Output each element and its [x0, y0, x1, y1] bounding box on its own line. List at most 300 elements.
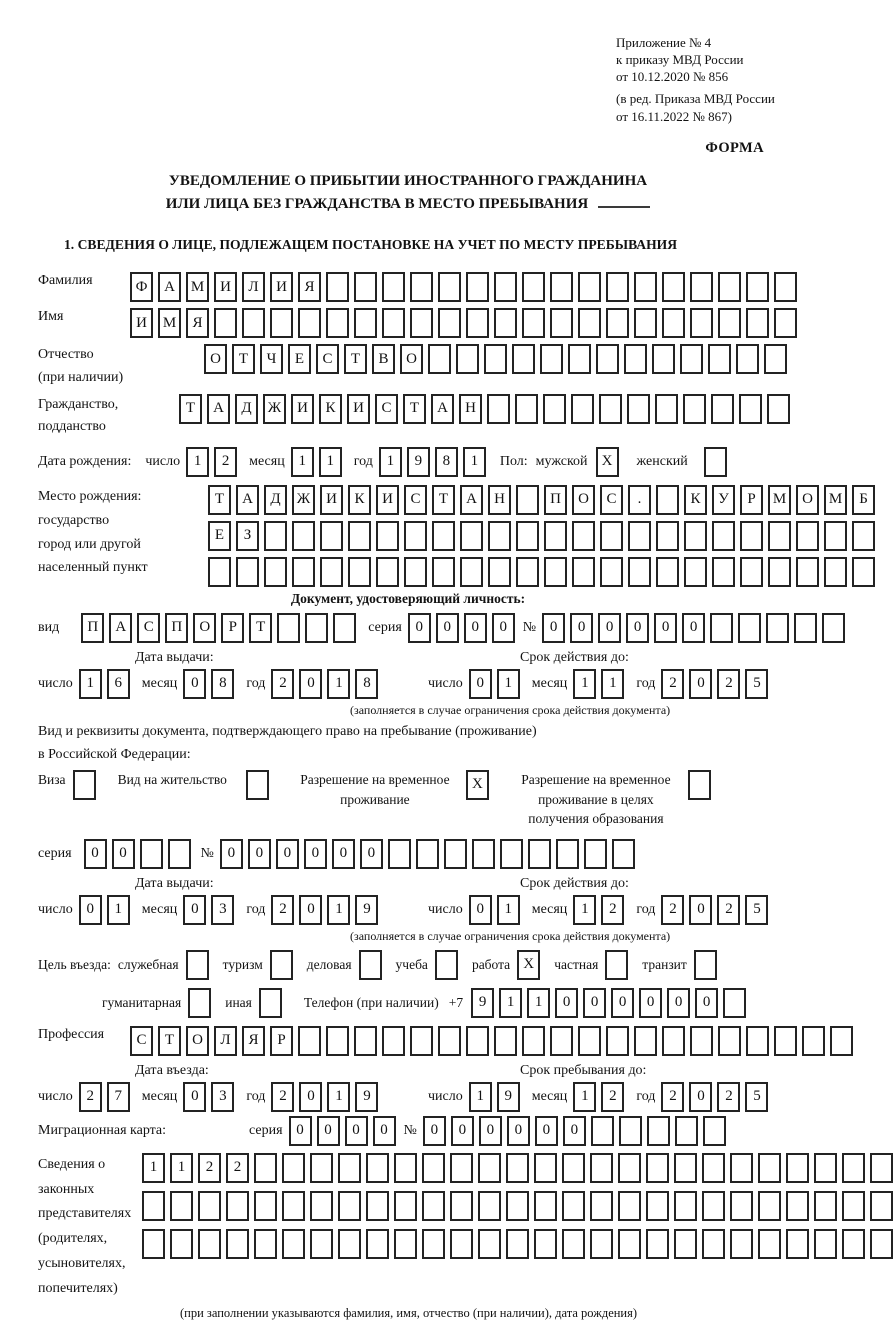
char-box[interactable]	[802, 1026, 825, 1056]
char-box[interactable]: 0	[220, 839, 243, 869]
char-box[interactable]: 1	[142, 1153, 165, 1183]
char-box[interactable]: А	[207, 394, 230, 424]
char-box[interactable]: 2	[271, 895, 294, 925]
purpose-humanitarian-checkbox[interactable]	[188, 988, 211, 1018]
char-box[interactable]	[338, 1153, 361, 1183]
char-box[interactable]	[522, 272, 545, 302]
char-box[interactable]	[522, 308, 545, 338]
char-box[interactable]	[590, 1153, 613, 1183]
char-box[interactable]: 1	[499, 988, 522, 1018]
char-box[interactable]	[550, 308, 573, 338]
char-box[interactable]	[723, 988, 746, 1018]
char-box[interactable]	[410, 308, 433, 338]
char-box[interactable]	[628, 521, 651, 551]
char-box[interactable]	[494, 272, 517, 302]
char-box[interactable]	[242, 308, 265, 338]
char-box[interactable]	[634, 272, 657, 302]
char-box[interactable]: 5	[745, 895, 768, 925]
char-box[interactable]	[796, 557, 819, 587]
char-box[interactable]: П	[81, 613, 104, 643]
char-box[interactable]	[590, 1229, 613, 1259]
char-box[interactable]: 0	[183, 895, 206, 925]
male-checkbox[interactable]: X	[596, 447, 619, 477]
char-box[interactable]: 0	[464, 613, 487, 643]
char-box[interactable]	[675, 1116, 698, 1146]
char-box[interactable]	[578, 1026, 601, 1056]
purpose-work-checkbox[interactable]: X	[517, 950, 540, 980]
char-box[interactable]	[506, 1191, 529, 1221]
char-box[interactable]	[786, 1153, 809, 1183]
char-box[interactable]	[739, 394, 762, 424]
char-box[interactable]	[774, 1026, 797, 1056]
purpose-private-checkbox[interactable]	[605, 950, 628, 980]
purpose-other-checkbox[interactable]	[259, 988, 282, 1018]
char-box[interactable]: Р	[270, 1026, 293, 1056]
char-box[interactable]	[354, 308, 377, 338]
char-box[interactable]	[730, 1229, 753, 1259]
char-box[interactable]	[824, 557, 847, 587]
char-box[interactable]	[320, 557, 343, 587]
char-box[interactable]: 1	[319, 447, 342, 477]
char-box[interactable]	[500, 839, 523, 869]
char-box[interactable]	[814, 1153, 837, 1183]
char-box[interactable]	[786, 1191, 809, 1221]
char-box[interactable]	[870, 1191, 893, 1221]
char-box[interactable]	[404, 557, 427, 587]
char-box[interactable]	[487, 394, 510, 424]
char-box[interactable]: Н	[459, 394, 482, 424]
char-box[interactable]	[767, 394, 790, 424]
char-box[interactable]	[674, 1229, 697, 1259]
char-box[interactable]	[208, 557, 231, 587]
char-box[interactable]: 1	[573, 895, 596, 925]
char-box[interactable]	[404, 521, 427, 551]
char-box[interactable]: Б	[852, 485, 875, 515]
char-box[interactable]	[842, 1153, 865, 1183]
char-box[interactable]	[824, 521, 847, 551]
char-box[interactable]: С	[130, 1026, 153, 1056]
char-box[interactable]	[590, 1191, 613, 1221]
char-box[interactable]	[142, 1229, 165, 1259]
char-box[interactable]	[647, 1116, 670, 1146]
char-box[interactable]	[466, 272, 489, 302]
char-box[interactable]: С	[316, 344, 339, 374]
char-box[interactable]: Т	[403, 394, 426, 424]
purpose-official-checkbox[interactable]	[186, 950, 209, 980]
char-box[interactable]	[432, 557, 455, 587]
char-box[interactable]: 0	[183, 669, 206, 699]
char-box[interactable]: Н	[488, 485, 511, 515]
char-box[interactable]	[226, 1191, 249, 1221]
char-box[interactable]	[774, 308, 797, 338]
char-box[interactable]: Д	[235, 394, 258, 424]
char-box[interactable]: 1	[379, 447, 402, 477]
char-box[interactable]	[438, 308, 461, 338]
char-box[interactable]: И	[291, 394, 314, 424]
char-box[interactable]	[740, 557, 763, 587]
char-box[interactable]	[416, 839, 439, 869]
char-box[interactable]	[292, 557, 315, 587]
char-box[interactable]	[634, 308, 657, 338]
char-box[interactable]: 1	[107, 895, 130, 925]
char-box[interactable]	[684, 557, 707, 587]
char-box[interactable]	[774, 272, 797, 302]
char-box[interactable]	[870, 1229, 893, 1259]
char-box[interactable]	[712, 521, 735, 551]
char-box[interactable]: 1	[463, 447, 486, 477]
purpose-transit-checkbox[interactable]	[694, 950, 717, 980]
char-box[interactable]	[478, 1229, 501, 1259]
char-box[interactable]	[142, 1191, 165, 1221]
char-box[interactable]: 0	[682, 613, 705, 643]
char-box[interactable]	[711, 394, 734, 424]
char-box[interactable]	[624, 344, 647, 374]
char-box[interactable]	[494, 1026, 517, 1056]
char-box[interactable]: 8	[211, 669, 234, 699]
char-box[interactable]: Ч	[260, 344, 283, 374]
char-box[interactable]: 9	[355, 895, 378, 925]
char-box[interactable]: Т	[249, 613, 272, 643]
char-box[interactable]	[758, 1191, 781, 1221]
char-box[interactable]	[282, 1191, 305, 1221]
char-box[interactable]: 0	[299, 1082, 322, 1112]
char-box[interactable]: 7	[107, 1082, 130, 1112]
purpose-study-checkbox[interactable]	[435, 950, 458, 980]
char-box[interactable]: 2	[717, 1082, 740, 1112]
char-box[interactable]	[730, 1191, 753, 1221]
char-box[interactable]: 0	[469, 669, 492, 699]
char-box[interactable]	[634, 1026, 657, 1056]
char-box[interactable]: 3	[211, 1082, 234, 1112]
char-box[interactable]: 3	[211, 895, 234, 925]
char-box[interactable]: Т	[158, 1026, 181, 1056]
char-box[interactable]: К	[348, 485, 371, 515]
char-box[interactable]	[310, 1229, 333, 1259]
char-box[interactable]: 0	[563, 1116, 586, 1146]
char-box[interactable]: 0	[689, 1082, 712, 1112]
char-box[interactable]	[366, 1153, 389, 1183]
char-box[interactable]	[786, 1229, 809, 1259]
char-box[interactable]	[515, 394, 538, 424]
char-box[interactable]: 0	[639, 988, 662, 1018]
char-box[interactable]: 1	[469, 1082, 492, 1112]
char-box[interactable]	[740, 521, 763, 551]
char-box[interactable]	[662, 1026, 685, 1056]
char-box[interactable]: 1	[527, 988, 550, 1018]
char-box[interactable]	[627, 394, 650, 424]
char-box[interactable]	[730, 1153, 753, 1183]
char-box[interactable]	[382, 272, 405, 302]
char-box[interactable]: Т	[179, 394, 202, 424]
char-box[interactable]: Т	[344, 344, 367, 374]
char-box[interactable]: С	[404, 485, 427, 515]
char-box[interactable]	[298, 1026, 321, 1056]
char-box[interactable]	[282, 1229, 305, 1259]
char-box[interactable]: 0	[276, 839, 299, 869]
char-box[interactable]: М	[768, 485, 791, 515]
char-box[interactable]	[606, 308, 629, 338]
char-box[interactable]: 0	[507, 1116, 530, 1146]
char-box[interactable]	[376, 521, 399, 551]
char-box[interactable]: 0	[451, 1116, 474, 1146]
char-box[interactable]	[382, 1026, 405, 1056]
char-box[interactable]	[550, 1026, 573, 1056]
char-box[interactable]	[842, 1191, 865, 1221]
char-box[interactable]: Ж	[263, 394, 286, 424]
char-box[interactable]	[438, 1026, 461, 1056]
char-box[interactable]	[656, 485, 679, 515]
char-box[interactable]	[236, 557, 259, 587]
char-box[interactable]: 0	[79, 895, 102, 925]
char-box[interactable]	[326, 1026, 349, 1056]
char-box[interactable]: 1	[79, 669, 102, 699]
char-box[interactable]	[348, 557, 371, 587]
temp-residence-education-checkbox[interactable]	[688, 770, 711, 800]
char-box[interactable]: Д	[264, 485, 287, 515]
char-box[interactable]	[410, 272, 433, 302]
char-box[interactable]: 0	[535, 1116, 558, 1146]
char-box[interactable]	[571, 394, 594, 424]
char-box[interactable]	[326, 308, 349, 338]
char-box[interactable]: 9	[497, 1082, 520, 1112]
char-box[interactable]	[394, 1153, 417, 1183]
char-box[interactable]: Я	[186, 308, 209, 338]
char-box[interactable]: И	[376, 485, 399, 515]
char-box[interactable]	[516, 557, 539, 587]
char-box[interactable]	[428, 344, 451, 374]
char-box[interactable]: М	[824, 485, 847, 515]
char-box[interactable]: А	[431, 394, 454, 424]
char-box[interactable]: 0	[570, 613, 593, 643]
char-box[interactable]	[494, 308, 517, 338]
char-box[interactable]	[591, 1116, 614, 1146]
char-box[interactable]	[338, 1229, 361, 1259]
char-box[interactable]: 9	[407, 447, 430, 477]
char-box[interactable]	[310, 1191, 333, 1221]
char-box[interactable]: Р	[740, 485, 763, 515]
char-box[interactable]: 1	[573, 669, 596, 699]
temp-residence-checkbox[interactable]: X	[466, 770, 489, 800]
char-box[interactable]	[690, 1026, 713, 1056]
char-box[interactable]: Е	[208, 521, 231, 551]
char-box[interactable]: 2	[661, 1082, 684, 1112]
char-box[interactable]: К	[319, 394, 342, 424]
char-box[interactable]: 2	[661, 895, 684, 925]
char-box[interactable]	[736, 344, 759, 374]
char-box[interactable]: 1	[170, 1153, 193, 1183]
visa-checkbox[interactable]	[73, 770, 96, 800]
char-box[interactable]	[198, 1191, 221, 1221]
char-box[interactable]	[305, 613, 328, 643]
char-box[interactable]	[168, 839, 191, 869]
char-box[interactable]	[794, 613, 817, 643]
char-box[interactable]: 1	[327, 669, 350, 699]
char-box[interactable]	[540, 344, 563, 374]
char-box[interactable]: З	[236, 521, 259, 551]
char-box[interactable]	[310, 1153, 333, 1183]
char-box[interactable]	[584, 839, 607, 869]
char-box[interactable]	[484, 344, 507, 374]
char-box[interactable]	[690, 272, 713, 302]
char-box[interactable]	[376, 557, 399, 587]
char-box[interactable]: Я	[242, 1026, 265, 1056]
char-box[interactable]	[674, 1191, 697, 1221]
char-box[interactable]	[572, 521, 595, 551]
char-box[interactable]	[758, 1229, 781, 1259]
char-box[interactable]: С	[600, 485, 623, 515]
char-box[interactable]	[270, 308, 293, 338]
char-box[interactable]	[710, 613, 733, 643]
char-box[interactable]	[534, 1229, 557, 1259]
char-box[interactable]: Ф	[130, 272, 153, 302]
char-box[interactable]	[516, 521, 539, 551]
char-box[interactable]: 0	[317, 1116, 340, 1146]
char-box[interactable]	[422, 1153, 445, 1183]
char-box[interactable]: 2	[198, 1153, 221, 1183]
char-box[interactable]: О	[796, 485, 819, 515]
char-box[interactable]: Т	[432, 485, 455, 515]
char-box[interactable]	[612, 839, 635, 869]
char-box[interactable]	[830, 1026, 853, 1056]
char-box[interactable]: М	[158, 308, 181, 338]
char-box[interactable]	[466, 308, 489, 338]
char-box[interactable]	[619, 1116, 642, 1146]
char-box[interactable]: 1	[497, 895, 520, 925]
char-box[interactable]: 0	[423, 1116, 446, 1146]
char-box[interactable]	[656, 557, 679, 587]
char-box[interactable]: 0	[289, 1116, 312, 1146]
char-box[interactable]: 1	[291, 447, 314, 477]
char-box[interactable]	[516, 485, 539, 515]
char-box[interactable]	[822, 613, 845, 643]
char-box[interactable]: 0	[299, 895, 322, 925]
char-box[interactable]	[198, 1229, 221, 1259]
char-box[interactable]	[814, 1229, 837, 1259]
char-box[interactable]: 5	[745, 1082, 768, 1112]
char-box[interactable]: 2	[717, 895, 740, 925]
char-box[interactable]	[718, 272, 741, 302]
char-box[interactable]: О	[193, 613, 216, 643]
char-box[interactable]	[488, 557, 511, 587]
char-box[interactable]	[618, 1153, 641, 1183]
char-box[interactable]: 0	[469, 895, 492, 925]
char-box[interactable]: И	[130, 308, 153, 338]
char-box[interactable]: 2	[601, 1082, 624, 1112]
char-box[interactable]	[366, 1191, 389, 1221]
char-box[interactable]	[264, 557, 287, 587]
char-box[interactable]	[680, 344, 703, 374]
char-box[interactable]: Л	[242, 272, 265, 302]
char-box[interactable]	[746, 308, 769, 338]
char-box[interactable]	[472, 839, 495, 869]
char-box[interactable]: 0	[492, 613, 515, 643]
purpose-tourism-checkbox[interactable]	[270, 950, 293, 980]
char-box[interactable]	[572, 557, 595, 587]
char-box[interactable]	[738, 613, 761, 643]
char-box[interactable]	[708, 344, 731, 374]
char-box[interactable]: 0	[695, 988, 718, 1018]
char-box[interactable]: И	[347, 394, 370, 424]
char-box[interactable]: 2	[79, 1082, 102, 1112]
char-box[interactable]	[410, 1026, 433, 1056]
char-box[interactable]	[718, 308, 741, 338]
char-box[interactable]: 0	[360, 839, 383, 869]
char-box[interactable]: 5	[745, 669, 768, 699]
char-box[interactable]: 2	[226, 1153, 249, 1183]
char-box[interactable]	[478, 1153, 501, 1183]
char-box[interactable]	[438, 272, 461, 302]
char-box[interactable]	[852, 521, 875, 551]
char-box[interactable]: 0	[436, 613, 459, 643]
char-box[interactable]: О	[400, 344, 423, 374]
char-box[interactable]: 8	[435, 447, 458, 477]
char-box[interactable]: П	[544, 485, 567, 515]
char-box[interactable]	[562, 1153, 585, 1183]
char-box[interactable]: 2	[214, 447, 237, 477]
char-box[interactable]: В	[372, 344, 395, 374]
char-box[interactable]: 1	[327, 1082, 350, 1112]
char-box[interactable]: 0	[183, 1082, 206, 1112]
char-box[interactable]	[320, 521, 343, 551]
char-box[interactable]	[618, 1229, 641, 1259]
char-box[interactable]	[796, 521, 819, 551]
char-box[interactable]	[450, 1153, 473, 1183]
char-box[interactable]	[394, 1229, 417, 1259]
char-box[interactable]	[348, 521, 371, 551]
char-box[interactable]: Я	[298, 272, 321, 302]
char-box[interactable]: 0	[555, 988, 578, 1018]
char-box[interactable]	[646, 1153, 669, 1183]
char-box[interactable]	[394, 1191, 417, 1221]
char-box[interactable]: 0	[542, 613, 565, 643]
char-box[interactable]: Л	[214, 1026, 237, 1056]
char-box[interactable]: 0	[667, 988, 690, 1018]
purpose-business-checkbox[interactable]	[359, 950, 382, 980]
char-box[interactable]	[534, 1153, 557, 1183]
char-box[interactable]: 0	[689, 669, 712, 699]
char-box[interactable]: Е	[288, 344, 311, 374]
char-box[interactable]	[600, 557, 623, 587]
char-box[interactable]	[599, 394, 622, 424]
char-box[interactable]	[652, 344, 675, 374]
char-box[interactable]: К	[684, 485, 707, 515]
char-box[interactable]	[534, 1191, 557, 1221]
char-box[interactable]	[758, 1153, 781, 1183]
char-box[interactable]: 0	[299, 669, 322, 699]
char-box[interactable]	[170, 1229, 193, 1259]
char-box[interactable]: 0	[304, 839, 327, 869]
char-box[interactable]	[550, 272, 573, 302]
char-box[interactable]	[628, 557, 651, 587]
char-box[interactable]: 6	[107, 669, 130, 699]
char-box[interactable]	[544, 521, 567, 551]
char-box[interactable]: 9	[471, 988, 494, 1018]
char-box[interactable]: О	[572, 485, 595, 515]
char-box[interactable]: 0	[84, 839, 107, 869]
char-box[interactable]: А	[109, 613, 132, 643]
char-box[interactable]: А	[460, 485, 483, 515]
char-box[interactable]	[338, 1191, 361, 1221]
char-box[interactable]: 0	[583, 988, 606, 1018]
char-box[interactable]: С	[375, 394, 398, 424]
char-box[interactable]: И	[270, 272, 293, 302]
char-box[interactable]	[528, 839, 551, 869]
char-box[interactable]: 0	[626, 613, 649, 643]
residence-permit-checkbox[interactable]	[246, 770, 269, 800]
char-box[interactable]: .	[628, 485, 651, 515]
char-box[interactable]	[656, 521, 679, 551]
char-box[interactable]	[226, 1229, 249, 1259]
